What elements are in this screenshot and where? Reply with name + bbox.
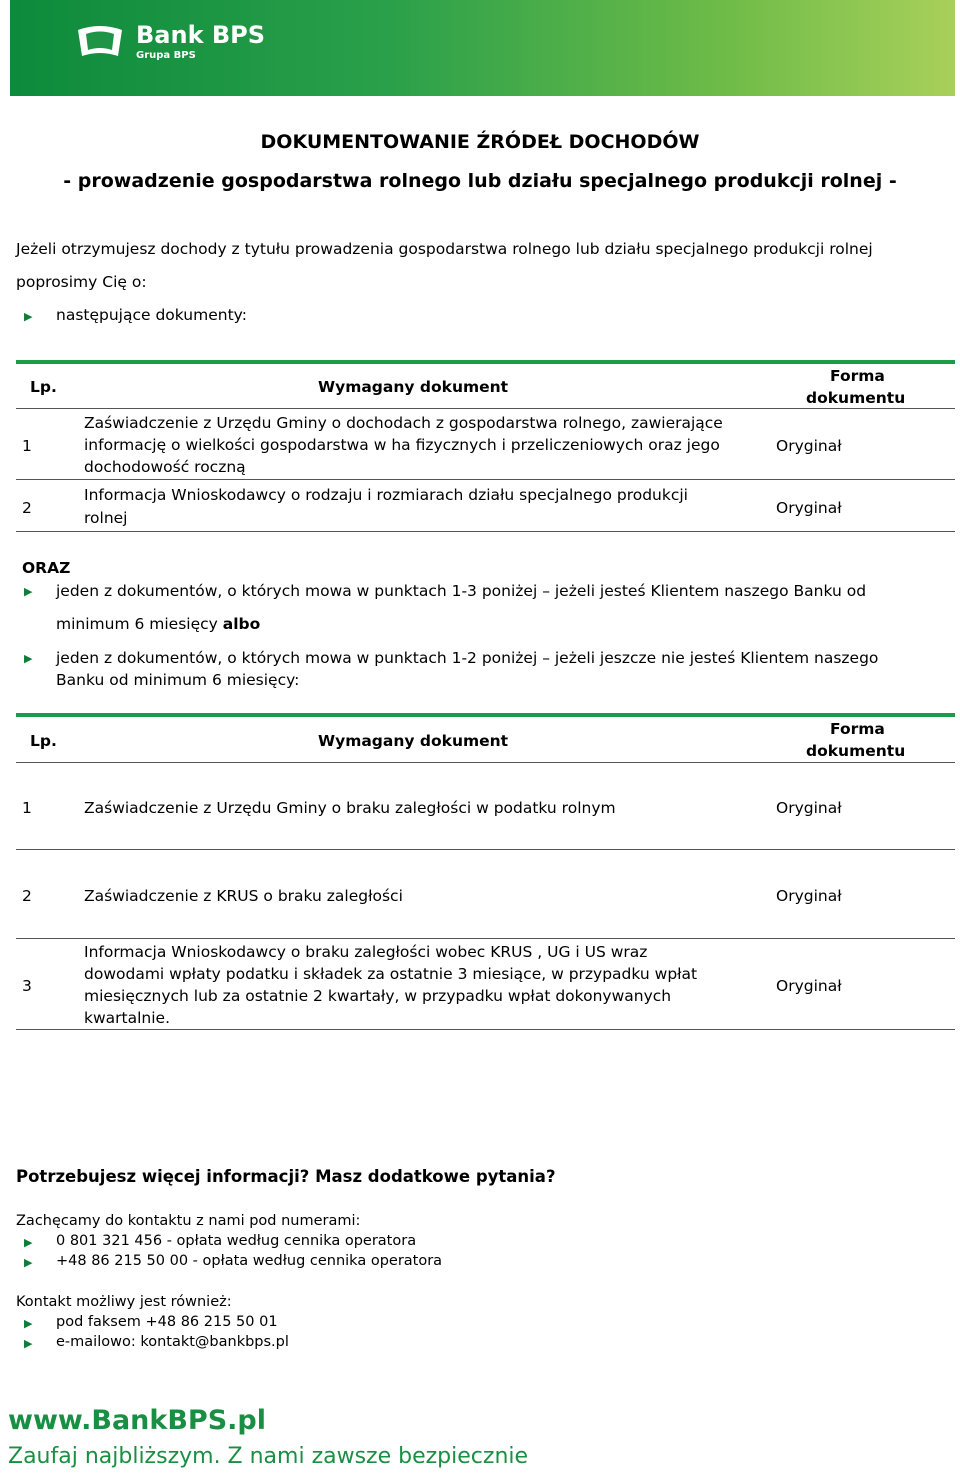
table1-row1-lp: 1 bbox=[22, 437, 32, 455]
table1-top-rule bbox=[16, 360, 955, 364]
table1-row2-doc-1: Informacja Wnioskodawcy o rodzaju i rozmiarach działu specjalnego produkcji bbox=[84, 486, 688, 504]
intro-line-1: Jeżeli otrzymujesz dochody z tytułu prowadzenia gospodarstwa rolnego lub działu specjalnego produkcji rolnej bbox=[16, 240, 873, 258]
intro-bullet: następujące dokumenty: bbox=[56, 306, 247, 324]
table1-row1-form: Oryginał bbox=[776, 437, 842, 455]
table1-row2-form: Oryginał bbox=[776, 499, 842, 517]
oraz-albo: albo bbox=[222, 615, 261, 633]
footer-url[interactable]: www.BankBPS.pl bbox=[8, 1405, 266, 1436]
bullet-arrow-icon: ▶ bbox=[24, 652, 33, 665]
table2-header-form-2: dokumentu bbox=[806, 742, 906, 760]
footer-slogan: Zaufaj najbliższym. Z nami zawsze bezpiecznie bbox=[8, 1444, 529, 1469]
bank-name: Bank BPS bbox=[136, 21, 266, 49]
table1-header-rule bbox=[16, 408, 955, 409]
intro-line-2: poprosimy Cię o: bbox=[16, 273, 147, 291]
oraz-bullet1-line1: jeden z dokumentów, o których mowa w punktach 1-3 poniżej – jeżeli jesteś Klientem naszego Banku od bbox=[56, 582, 867, 600]
bullet-arrow-icon: ▶ bbox=[24, 1256, 33, 1269]
bullet-arrow-icon: ▶ bbox=[24, 585, 33, 598]
table2-header-lp: Lp. bbox=[30, 732, 57, 750]
contact-email[interactable]: e-mailowo: kontakt@bankbps.pl bbox=[56, 1334, 289, 1350]
table2-row3-form: Oryginał bbox=[776, 977, 842, 995]
table2-row2-lp: 2 bbox=[22, 887, 32, 905]
table2-bottom-rule bbox=[16, 1029, 955, 1030]
header-band bbox=[10, 0, 955, 96]
contact-phone-2[interactable]: +48 86 215 50 00 - opłata według cennika operatora bbox=[56, 1253, 443, 1269]
table1-row2-lp: 2 bbox=[22, 499, 32, 517]
oraz-bullet2-line2: Banku od minimum 6 miesięcy: bbox=[56, 671, 300, 689]
oraz-bullet2-line1: jeden z dokumentów, o których mowa w punktach 1-2 poniżej – jeżeli jeszcze nie jesteś Klientem naszego bbox=[56, 649, 879, 667]
table2-header-doc: Wymagany dokument bbox=[318, 732, 509, 750]
bullet-arrow-icon: ▶ bbox=[24, 1337, 33, 1350]
contact-heading: Potrzebujesz więcej informacji? Masz dodatkowe pytania? bbox=[16, 1167, 556, 1186]
contact-phone-1[interactable]: 0 801 321 456 - opłata według cennika operatora bbox=[56, 1233, 417, 1249]
table2-row1-lp: 1 bbox=[22, 799, 32, 817]
table2-row1-rule bbox=[16, 849, 955, 850]
bps-logo-icon bbox=[72, 22, 128, 62]
page-subtitle: - prowadzenie gospodarstwa rolnego lub działu specjalnego produkcji rolnej - bbox=[63, 170, 897, 192]
table2-header-form-1: Forma bbox=[830, 720, 885, 738]
oraz-bullet1-line2: minimum 6 miesięcy albo bbox=[56, 615, 261, 633]
contact-invite: Zachęcamy do kontaktu z nami pod numerami: bbox=[16, 1213, 361, 1229]
table2-row2-form: Oryginał bbox=[776, 887, 842, 905]
table1-row1-doc-3: dochodowość roczną bbox=[84, 458, 246, 476]
table2-header-rule bbox=[16, 762, 955, 763]
contact-fax: pod faksem +48 86 215 50 01 bbox=[56, 1314, 278, 1330]
table2-row3-doc-1: Informacja Wnioskodawcy o braku zaległości wobec KRUS , UG i US wraz bbox=[84, 943, 648, 961]
table1-row1-doc-1: Zaświadczenie z Urzędu Gminy o dochodach z gospodarstwa rolnego, zawierające bbox=[84, 414, 723, 432]
table2-row1-form: Oryginał bbox=[776, 799, 842, 817]
table2-row3-doc-3: miesięcznych lub za ostatnie 2 kwartały, w przypadku wpłat dokonywanych bbox=[84, 987, 672, 1005]
bank-group: Grupa BPS bbox=[136, 50, 196, 61]
table1-row1-rule bbox=[16, 479, 955, 480]
bullet-arrow-icon: ▶ bbox=[24, 1236, 33, 1249]
table2-row3-doc-4: kwartalnie. bbox=[84, 1009, 170, 1027]
bullet-arrow-icon: ▶ bbox=[24, 1317, 33, 1330]
table2-top-rule bbox=[16, 713, 955, 717]
table1-row1-doc-2: informację o wielkości gospodarstwa w ha fizycznych i przeliczeniowych oraz jego bbox=[84, 436, 720, 454]
table1-bottom-rule bbox=[16, 531, 955, 532]
table2-row2-rule bbox=[16, 938, 955, 939]
page-title: DOKUMENTOWANIE ŹRÓDEŁ DOCHODÓW bbox=[260, 131, 700, 153]
table1-header-lp: Lp. bbox=[30, 378, 57, 396]
table2-row3-lp: 3 bbox=[22, 977, 32, 995]
table2-row2-doc: Zaświadczenie z KRUS o braku zaległości bbox=[84, 887, 403, 905]
table1-header-form-1: Forma bbox=[830, 367, 885, 385]
contact-also: Kontakt możliwy jest również: bbox=[16, 1294, 232, 1310]
table2-row3-doc-2: dowodami wpłaty podatku i składek za ostatnie 3 miesiące, w przypadku wpłat bbox=[84, 965, 698, 983]
table2-row1-doc: Zaświadczenie z Urzędu Gminy o braku zaległości w podatku rolnym bbox=[84, 799, 616, 817]
oraz-label: ORAZ bbox=[22, 559, 71, 577]
table1-header-form-2: dokumentu bbox=[806, 389, 906, 407]
bank-logo bbox=[72, 22, 265, 62]
table1-header-doc: Wymagany dokument bbox=[318, 378, 509, 396]
bullet-arrow-icon: ▶ bbox=[24, 310, 33, 323]
table1-row2-doc-2: rolnej bbox=[84, 509, 128, 527]
